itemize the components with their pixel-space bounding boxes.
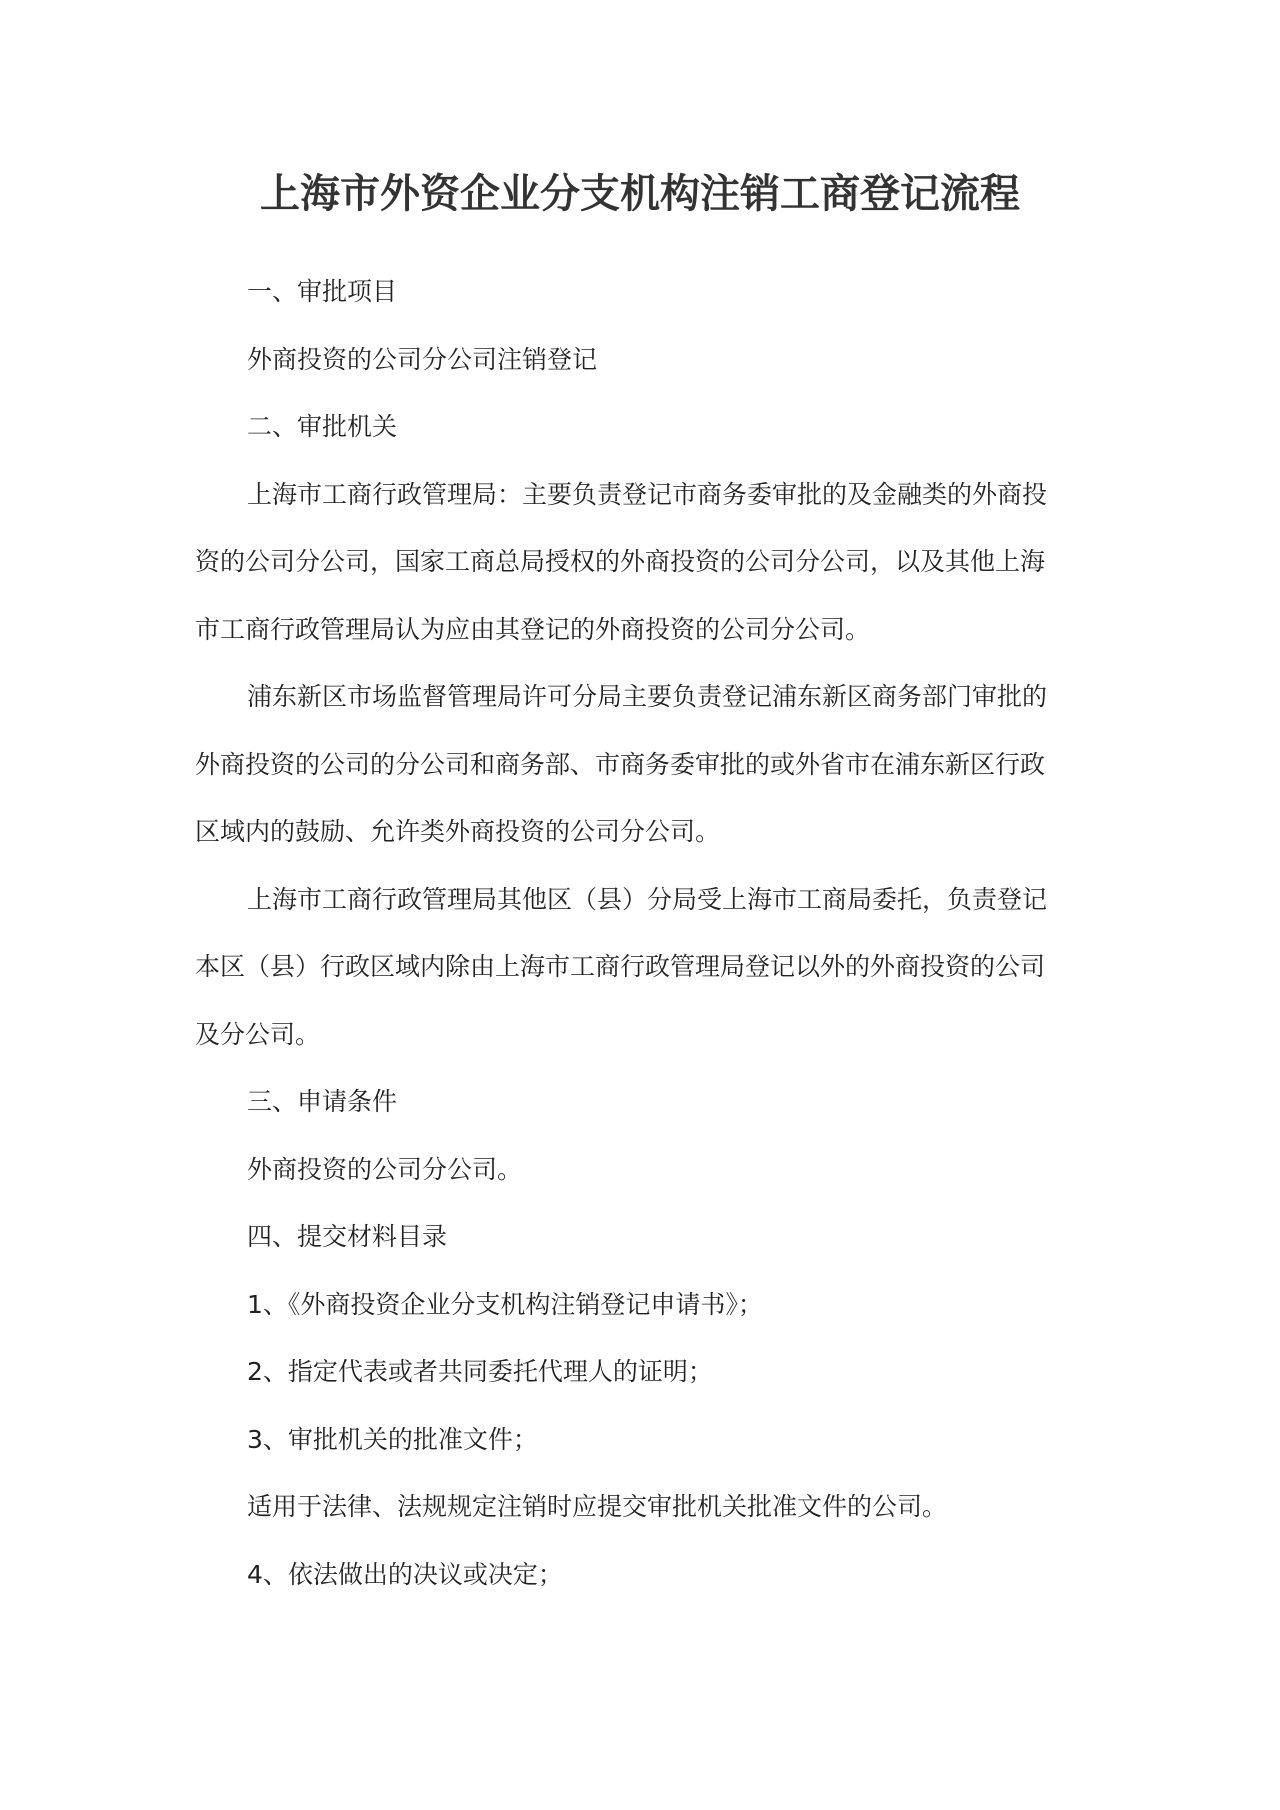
paragraph-line: 上海市工商行政管理局：主要负责登记市商务委审批的及金融类的外商投 [247, 479, 1048, 509]
section-heading-materials-list: 四、提交材料目录 [247, 1222, 448, 1251]
section-heading-approval-item: 一、审批项目 [247, 277, 398, 306]
paragraph-line: 上海市工商行政管理局其他区（县）分局受上海市工商局委托，负责登记 [247, 884, 1048, 914]
paragraph-line: 浦东新区市场监督管理局许可分局主要负责登记浦东新区商务部门审批的 [247, 682, 1048, 711]
document-body [195, 258, 1085, 1608]
approval-item-text: 外商投资的公司分公司注销登记 [247, 344, 598, 374]
paragraph-line: 市工商行政管理局认为应由其登记的外商投资的公司分公司。 [195, 614, 871, 644]
authority-paragraph-municipal [195, 461, 1085, 664]
materials-list-item: 1、《外商投资企业分支机构注销登记申请书》； [247, 1289, 763, 1319]
application-conditions-text: 外商投资的公司分公司。 [247, 1154, 523, 1184]
authority-paragraph-pudong [195, 663, 1085, 866]
paragraph-line: 本区（县）行政区域内除由上海市工商行政管理局登记以外的外商投资的公司 [195, 952, 1046, 981]
section-heading-application-conditions: 三、申请条件 [247, 1087, 398, 1116]
authority-paragraph-district [195, 866, 1085, 1069]
materials-list-item: 3、审批机关的批准文件； [247, 1424, 538, 1454]
paragraph-line: 资的公司分公司，国家工商总局授权的外商投资的公司分公司，以及其他上海 [195, 547, 1046, 576]
materials-list-item: 4、依法做出的决议或决定； [247, 1559, 563, 1589]
materials-list-item: 2、指定代表或者共同委托代理人的证明； [247, 1357, 713, 1386]
paragraph-line: 及分公司。 [195, 1019, 321, 1049]
document-title: 上海市外资企业分支机构注销工商登记流程 [260, 171, 1020, 217]
section-heading-approval-authority: 二、审批机关 [247, 412, 398, 441]
paragraph-line: 外商投资的公司的分公司和商务部、市商务委审批的或外省市在浦东新区行政 [195, 749, 1046, 779]
paragraph-line: 区域内的鼓励、允许类外商投资的公司分公司。 [195, 817, 721, 846]
materials-list-note: 适用于法律、法规规定注销时应提交审批机关批准文件的公司。 [247, 1492, 948, 1521]
